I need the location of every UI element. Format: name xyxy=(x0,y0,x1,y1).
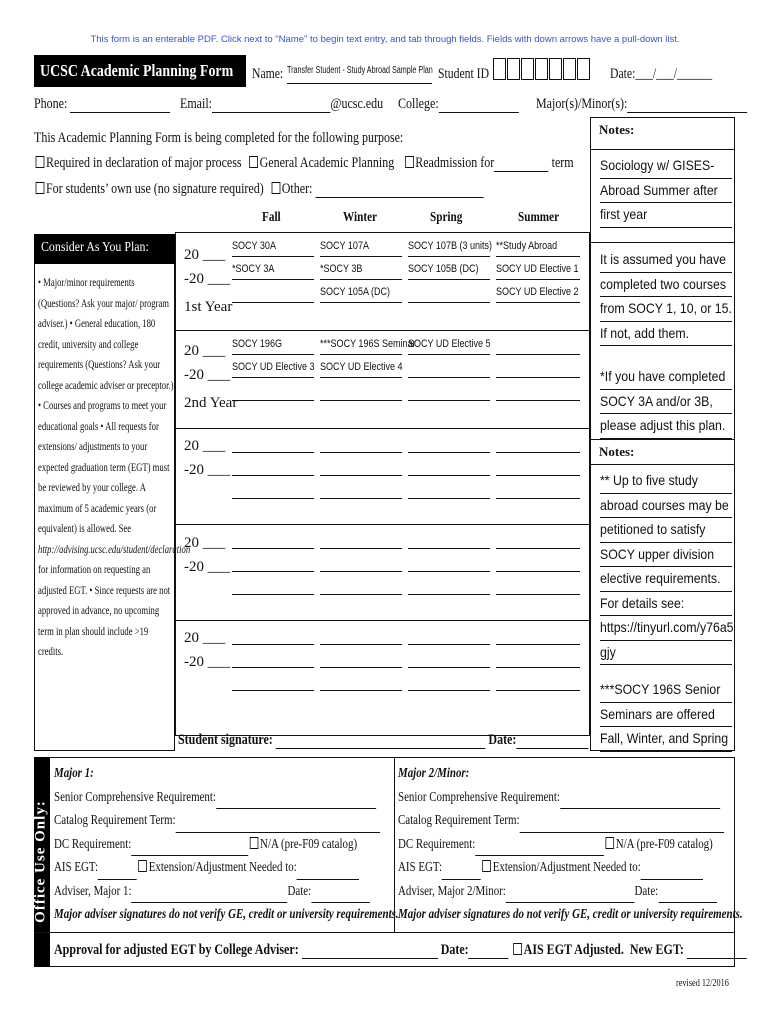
course-cell[interactable] xyxy=(408,478,490,499)
course-cell[interactable] xyxy=(232,380,314,401)
course-cell[interactable]: ***SOCY 196S Seminar xyxy=(320,334,402,355)
note-block-1: Sociology w/ GISES- Abroad Summer after first year xyxy=(600,154,760,228)
declaration-link[interactable]: http://advising.ucsc.edu/student/declaration xyxy=(38,541,191,556)
course-cell[interactable] xyxy=(408,380,490,401)
course-cell[interactable] xyxy=(320,455,402,476)
year-4-start[interactable]: 20 ___ xyxy=(184,535,226,551)
name-label: Name: xyxy=(252,66,284,82)
form-title: UCSC Academic Planning Form xyxy=(34,55,246,87)
year-3-start[interactable]: 20 ___ xyxy=(184,438,226,454)
student-id-label: Student ID xyxy=(438,66,490,82)
course-cell[interactable] xyxy=(408,670,490,691)
course-cell[interactable] xyxy=(496,334,580,355)
year-2-label: 2nd Year xyxy=(184,395,238,411)
readmission-term-field[interactable] xyxy=(494,157,548,172)
readmission-checkbox[interactable] xyxy=(405,156,414,168)
course-cell[interactable]: *SOCY 3B xyxy=(320,259,402,280)
course-cell[interactable]: SOCY UD Elective 1 xyxy=(496,259,580,280)
name-field[interactable]: Transfer Student - Study Abroad Sample Plan xyxy=(287,60,432,84)
course-cell[interactable] xyxy=(232,528,314,549)
course-cell[interactable]: SOCY 196G xyxy=(232,334,314,355)
term-header-summer: Summer xyxy=(518,210,560,225)
course-cell[interactable] xyxy=(320,478,402,499)
course-cell[interactable] xyxy=(408,432,490,453)
course-cell[interactable] xyxy=(496,455,580,476)
note-block-2: It is assumed you have completed two courses from SOCY 1, 10, or 15. If not, add them. xyxy=(600,248,760,346)
course-cell[interactable] xyxy=(496,670,580,691)
year-3-end[interactable]: -20 ___ xyxy=(184,462,231,478)
college-field[interactable]: College: xyxy=(398,96,549,113)
course-cell[interactable]: SOCY UD Elective 5 xyxy=(408,334,490,355)
general-checkbox[interactable] xyxy=(249,156,258,168)
course-cell[interactable] xyxy=(320,670,402,691)
term-header-winter: Winter xyxy=(343,210,378,225)
purpose-intro: This Academic Planning Form is being completed for the following purpose: xyxy=(34,130,404,146)
notes-panel xyxy=(590,117,735,751)
course-cell[interactable]: **Study Abroad xyxy=(496,236,580,257)
course-cell[interactable] xyxy=(408,624,490,645)
course-cell[interactable] xyxy=(496,647,580,668)
course-cell[interactable] xyxy=(232,647,314,668)
course-cell[interactable]: SOCY UD Elective 2 xyxy=(496,282,580,303)
course-cell[interactable] xyxy=(496,432,580,453)
year-2-end[interactable]: -20 ___ xyxy=(184,367,231,383)
approval-row[interactable]: Approval for adjusted EGT by College Adviser: Date: AIS EGT Adjusted. New EGT: xyxy=(54,942,770,959)
course-cell[interactable] xyxy=(408,357,490,378)
course-cell[interactable]: SOCY 107A xyxy=(320,236,402,257)
course-cell[interactable] xyxy=(496,551,580,572)
course-cell[interactable] xyxy=(232,455,314,476)
course-cell[interactable] xyxy=(496,357,580,378)
course-cell[interactable] xyxy=(320,574,402,595)
revised-date: revised 12/2016 xyxy=(676,977,729,989)
course-cell[interactable] xyxy=(232,432,314,453)
course-cell[interactable] xyxy=(408,282,490,303)
course-cell[interactable]: SOCY 105B (DC) xyxy=(408,259,490,280)
course-cell[interactable]: SOCY UD Elective 4 xyxy=(320,357,402,378)
office-use-tab: Office Use Only: xyxy=(34,757,50,967)
course-cell[interactable] xyxy=(496,478,580,499)
course-cell[interactable] xyxy=(232,282,314,303)
notes-heading-2: Notes: xyxy=(591,439,734,465)
year-1-start[interactable]: 20 ___ xyxy=(184,247,226,263)
course-cell[interactable]: SOCY 105A (DC) xyxy=(320,282,402,303)
office-major1: Major 1: Senior Comprehensive Requirement: Catalog Requirement Term: DC Requirement: N/A (pre-F09 catalog) AIS EGT: Extension/Adjustment Needed to: Adviser, Major 1: Date: Major adviser signatures do not verify GE, credit or university requirements. xyxy=(54,766,399,922)
course-cell[interactable] xyxy=(232,478,314,499)
course-cell[interactable] xyxy=(320,380,402,401)
course-cell[interactable] xyxy=(408,647,490,668)
course-cell[interactable]: *SOCY 3A xyxy=(232,259,314,280)
email-field[interactable]: Email: @ucsc.edu xyxy=(180,96,384,112)
own-use-checkbox[interactable] xyxy=(36,182,45,194)
note-block-5: ***SOCY 196S Senior Seminars are offered Fall, Winter, and Spring xyxy=(600,678,760,752)
course-cell[interactable] xyxy=(496,528,580,549)
course-cell[interactable] xyxy=(408,574,490,595)
purpose-options-row1: Required in declaration of major process General Academic Planning Readmission for term xyxy=(34,155,709,172)
office-major2: Major 2/Minor: Senior Comprehensive Requirement: Catalog Requirement Term: DC Requirement: N/A (pre-F09 catalog) AIS EGT: Extension/Adjustment Needed to: Adviser, Major 2/Minor: Date: Major adviser signatures do not verify GE, credit or university requirements. xyxy=(398,766,743,922)
course-cell[interactable] xyxy=(408,455,490,476)
consider-text: • Major/minor requirements (Questions? Ask your major/ program adviser.) • General education, 180 credit, university and college requirements (Questions? Ask your college academic adviser or preceptor.) • Courses and programs to meet your educational goals • All requests for extensions/ adjustments to your expected graduation term (EGT) must be reviewed by your college. A maximum of 5 academic years (or equivalent) is allowed. See http://advising.ucsc.edu/student/declaration for information on requesting an adjusted EGT. • Since requests are not approved in advance, no upcoming term in plan should include >19 credits. xyxy=(38,275,191,658)
course-cell[interactable] xyxy=(496,380,580,401)
course-cell[interactable] xyxy=(408,528,490,549)
date-field[interactable]: Date:___/___/______ xyxy=(610,66,713,82)
course-cell[interactable] xyxy=(232,624,314,645)
year-4-end[interactable]: -20 ___ xyxy=(184,559,231,575)
term-header-spring: Spring xyxy=(430,210,463,225)
term-header-fall: Fall xyxy=(262,210,281,225)
other-field[interactable] xyxy=(315,183,483,198)
course-cell[interactable] xyxy=(232,670,314,691)
note-block-4: ** Up to five study abroad courses may be petitioned to satisfy SOCY upper division elective requirements. For details see: https://tinyurl.com/y76a5 gjy xyxy=(600,469,760,665)
course-cell[interactable] xyxy=(496,624,580,645)
course-cell[interactable]: SOCY 30A xyxy=(232,236,314,257)
course-cell[interactable] xyxy=(232,574,314,595)
student-id-field[interactable] xyxy=(493,58,591,80)
course-cell[interactable] xyxy=(496,574,580,595)
course-cell[interactable] xyxy=(232,551,314,572)
notes-heading-1: Notes: xyxy=(591,118,734,150)
student-signature-field[interactable]: Student signature: Date: xyxy=(178,732,691,749)
course-cell[interactable]: SOCY UD Elective 3 xyxy=(232,357,314,378)
course-cell[interactable] xyxy=(408,551,490,572)
required-checkbox[interactable] xyxy=(36,156,45,168)
course-cell[interactable] xyxy=(320,551,402,572)
year-5-end[interactable]: -20 ___ xyxy=(184,654,231,670)
course-cell[interactable]: SOCY 107B (3 units) xyxy=(408,236,490,257)
year-5-start[interactable]: 20 ___ xyxy=(184,630,226,646)
course-cell[interactable] xyxy=(320,528,402,549)
other-checkbox[interactable] xyxy=(271,182,280,194)
consider-title: Consider As You Plan: xyxy=(34,234,175,264)
year-1-end[interactable]: -20 ___ xyxy=(184,271,231,287)
note-block-3: *If you have completed SOCY 3A and/or 3B, please adjust this plan. xyxy=(600,365,760,439)
form-instructions: This form is an enterable PDF. Click next to "Name" to begin text entry, and tab through fields. Fields with down arrows have a pull-down list. xyxy=(90,34,680,45)
purpose-options-row2: For students’ own use (no signature required) Other: xyxy=(34,181,596,198)
course-cell[interactable] xyxy=(320,624,402,645)
major-field[interactable]: Major(s)/Minor(s): xyxy=(536,96,770,113)
ais-adjusted-checkbox[interactable] xyxy=(513,943,522,955)
phone-field[interactable]: Phone: xyxy=(34,96,204,113)
course-cell[interactable] xyxy=(320,647,402,668)
year-1-label: 1st Year xyxy=(184,299,233,315)
year-2-start[interactable]: 20 ___ xyxy=(184,343,226,359)
course-cell[interactable] xyxy=(320,432,402,453)
